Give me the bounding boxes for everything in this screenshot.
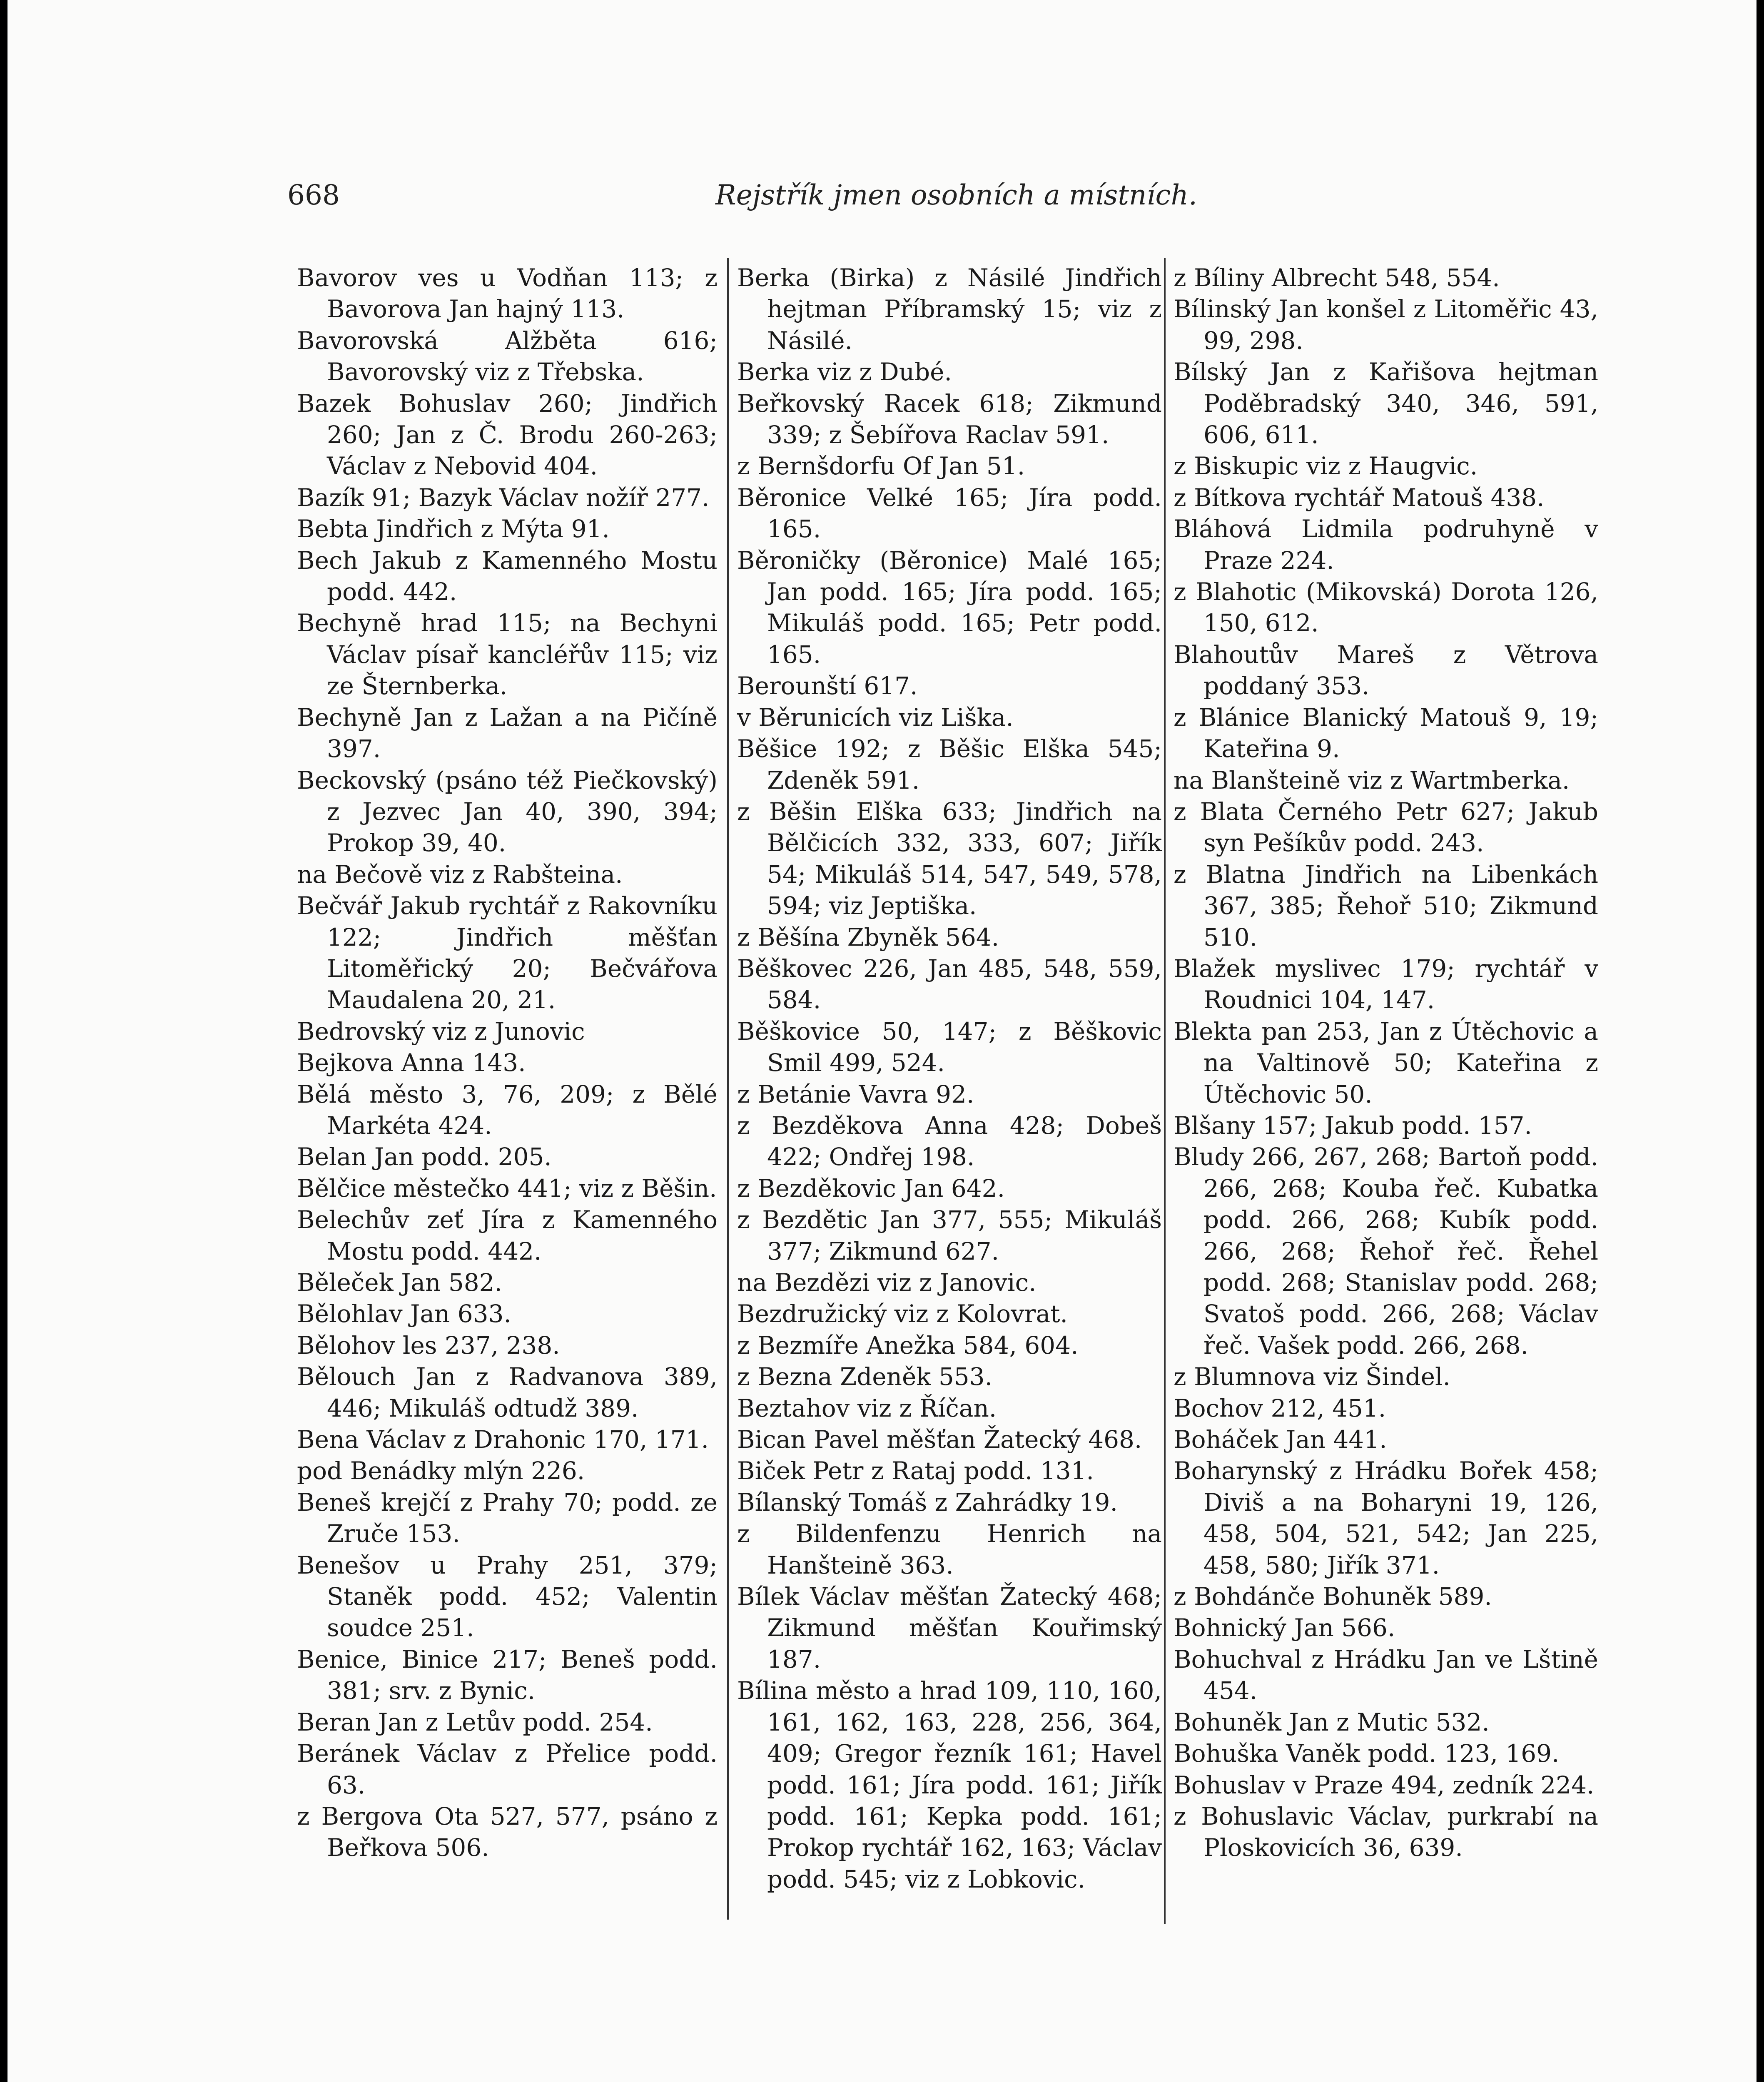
index-entry: Bohuška Vaněk podd. 123, 169. [1174,1739,1560,1768]
index-entry: z Bítkova rychtář Matouš 438. [1174,483,1545,512]
index-entry: Bohuchval z Hrádku Jan ve Lštině 454. [1174,1645,1598,1705]
index-entry: Boharynský z Hrádku Bořek 458; Diviš a na Boharyni 19, 126, 458, 504, 521, 542; Jan 225, 458, 580; Jiřík 371. [1174,1457,1598,1579]
index-entry: z Blánice Blanický Matouš 9, 19; Kateřina 9. [1174,703,1598,763]
index-entry: z Bernšdorfu Of Jan 51. [737,452,1025,481]
index-entry: na Bečově viz z Rabšteina. [297,860,623,889]
index-entry: Bezdružický viz z Kolovrat. [737,1300,1068,1328]
column-divider [727,258,729,1920]
index-entry: z Bohuslavic Václav, purkrabí na Ploskovicích 36, 639. [1174,1802,1598,1862]
index-entry: Beřkovský Racek 618; Zikmund 339; z Šebířova Raclav 591. [737,389,1162,449]
index-entry: z Bergova Ota 527, 577, psáno z Beřkova 506. [297,1802,718,1862]
index-entry: Berka viz z Dubé. [737,358,952,386]
index-entry: Bohnický Jan 566. [1174,1614,1395,1642]
index-entry: Benice, Binice 217; Beneš podd. 381; srv. z Bynic. [297,1645,718,1705]
index-entry: z Betánie Vavra 92. [737,1080,974,1108]
index-entry: Bělčice městečko 441; viz z Běšin. [297,1174,717,1203]
index-entry: Boháček Jan 441. [1174,1425,1387,1454]
index-entry: z Bezděkova Anna 428; Dobeš 422; Ondřej 198. [737,1111,1162,1171]
index-entry: z Bezna Zdeněk 553. [737,1362,993,1391]
index-entry: Bludy 266, 267, 268; Bartoň podd. 266, 268; Kouba řeč. Kubatka podd. 266, 268; Kubík podd. 266, 268; Řehoř řeč. Řehel podd. 268; Stanislav podd. 268; Svatoš podd. 266, 268; Václav řeč. Vašek podd. 266, 268. [1174,1143,1598,1360]
index-entry: Bechyně Jan z Lažan a na Pičíně 397. [297,703,718,763]
index-entry: Bena Václav z Drahonic 170, 171. [297,1425,709,1454]
index-entry: Beránek Václav z Přelice podd. 63. [297,1739,718,1799]
index-entry: Bedrovský viz z Junovic [297,1017,585,1046]
index-entry: z Bezmíře Anežka 584, 604. [737,1331,1079,1360]
index-entry: Belan Jan podd. 205. [297,1143,552,1171]
index-entry: Bělá město 3, 76, 209; z Bělé Markéta 424. [297,1080,718,1140]
index-entry: z Bezděkovic Jan 642. [737,1174,1005,1203]
index-entry: Bavorov ves u Vodňan 113; z Bavorova Jan hajný 113. [297,264,718,324]
index-entry: Bazek Bohuslav 260; Jindřich 260; Jan z Č. Brodu 260-263; Václav z Nebovid 404. [297,389,718,481]
index-entry: Blšany 157; Jakub podd. 157. [1174,1111,1532,1140]
index-entry: Bohuslav v Praze 494, zedník 224. [1174,1771,1595,1799]
index-entry: z Biskupic viz z Haugvic. [1174,452,1478,481]
index-entry: Bech Jakub z Kamenného Mostu podd. 442. [297,546,718,606]
index-entry: Bechyně hrad 115; na Bechyni Václav písař kancléřův 115; viz ze Šternberka. [297,609,718,700]
index-entry: Berounští 617. [737,672,918,700]
index-entry: Bican Pavel měšťan Žatecký 468. [737,1425,1142,1454]
index-entry: Bílinský Jan konšel z Litoměřic 43, 99, 298. [1174,295,1598,355]
index-entry: Berka (Birka) z Násilé Jindřich hejtman Příbramský 15; viz z Násilé. [737,264,1162,355]
index-entry: Bělouch Jan z Radvanova 389, 446; Mikuláš odtudž 389. [297,1362,718,1422]
index-entry: z Blumnova viz Šindel. [1174,1362,1450,1391]
index-entry: Bavorovská Alžběta 616; Bavorovský viz z Třebska. [297,326,718,386]
index-entry: Běškovice 50, 147; z Běškovic Smil 499, 524. [737,1017,1162,1077]
index-entry: na Blanšteině viz z Wartmberka. [1174,766,1570,794]
index-entry: z Bezdětic Jan 377, 555; Mikuláš 377; Zikmund 627. [737,1205,1162,1265]
index-entry: z Blahotic (Mikovská) Dorota 126, 150, 612. [1174,578,1598,638]
index-entry: z Běšin Elška 633; Jindřich na Bělčicích 332, 333, 607; Jiřík 54; Mikuláš 514, 547, 549, 578, 594; viz Jeptiška. [737,797,1162,920]
index-column-2 [737,262,1162,1895]
index-entry: z Běšína Zbyněk 564. [737,923,999,951]
index-entry: Benešov u Prahy 251, 379; Staněk podd. 452; Valentin soudce 251. [297,1551,718,1642]
index-entry: Běleček Jan 582. [297,1268,502,1297]
index-entry: Běškovec 226, Jan 485, 548, 559, 584. [737,954,1162,1014]
index-entry: Belechův zeť Jíra z Kamenného Mostu podd. 442. [297,1205,718,1265]
index-entry: z Bohdánče Bohuněk 589. [1174,1582,1492,1611]
index-entry: Bělohlav Jan 633. [297,1300,511,1328]
index-entry: Bílina město a hrad 109, 110, 160, 161, 162, 163, 228, 256, 364, 409; Gregor řezník 161; Havel podd. 161; Jíra podd. 161; Jiřík podd. 161; Kepka podd. 161; Prokop rychtář 162, 163; Václav podd. 545; viz z Lobkovic. [737,1676,1162,1893]
index-entry: Běroničky (Běronice) Malé 165; Jan podd. 165; Jíra podd. 165; Mikuláš podd. 165; Petr podd. 165. [737,546,1162,669]
index-entry: Bochov 212, 451. [1174,1394,1386,1422]
index-entry: Bláhová Lidmila podruhyně v Praze 224. [1174,515,1598,575]
column-divider [1164,258,1166,1924]
index-entry: Bílek Václav měšťan Žatecký 468; Zikmund měšťan Kouřimský 187. [737,1582,1162,1674]
index-entry: Bazík 91; Bazyk Václav nožíř 277. [297,483,710,512]
index-entry: z Bildenfenzu Henrich na Hanšteině 363. [737,1519,1162,1579]
index-entry: Blažek myslivec 179; rychtář v Roudnici 104, 147. [1174,954,1598,1014]
index-entry: Beneš krejčí z Prahy 70; podd. ze Zruče 153. [297,1488,718,1548]
index-entry: Beran Jan z Letův podd. 254. [297,1708,653,1736]
index-entry: Beztahov viz z Říčan. [737,1394,997,1422]
index-entry: Bebta Jindřich z Mýta 91. [297,515,610,543]
index-entry: Bečvář Jakub rychtář z Rakovníku 122; Jindřich měšťan Litoměřický 20; Bečvářova Maudalena 20, 21. [297,892,718,1014]
index-entry: z Blatna Jindřich na Libenkách 367, 385; Řehoř 510; Zikmund 510. [1174,860,1598,951]
index-entry: pod Benádky mlýn 226. [297,1457,585,1485]
index-entry: Blekta pan 253, Jan z Útěchovic a na Valtinově 50; Kateřina z Útěchovic 50. [1174,1017,1598,1108]
index-entry: Bílanský Tomáš z Zahrádky 19. [737,1488,1118,1517]
index-entry: Bělohov les 237, 238. [297,1331,560,1360]
index-column-1 [297,262,718,1864]
index-entry: v Běrunicích viz Liška. [737,703,1014,732]
index-entry: Biček Petr z Rataj podd. 131. [737,1457,1094,1485]
index-entry: na Bezdězi viz z Janovic. [737,1268,1036,1297]
index-entry: Bejkova Anna 143. [297,1048,526,1077]
index-entry: Bílský Jan z Kařišova hejtman Poděbradský 340, 346, 591, 606, 611. [1174,358,1598,449]
index-column-3 [1174,262,1598,1864]
index-entry: Běronice Velké 165; Jíra podd. 165. [737,483,1162,543]
index-entry: Bohuněk Jan z Mutic 532. [1174,1708,1490,1736]
index-entry: z Bíliny Albrecht 548, 554. [1174,264,1500,292]
book-page [7,0,1757,2082]
index-entry: z Blata Černého Petr 627; Jakub syn Pešíkův podd. 243. [1174,797,1598,857]
index-entry: Beckovský (psáno též Piečkovský) z Jezvec Jan 40, 390, 394; Prokop 39, 40. [297,766,718,857]
page-number: 668 [287,179,340,211]
index-entry: Blahoutův Mareš z Větrova poddaný 353. [1174,640,1598,700]
running-title: Rejstřík jmen osobních a místních. [715,179,1197,211]
index-entry: Běšice 192; z Běšic Elška 545; Zdeněk 591. [737,735,1162,794]
